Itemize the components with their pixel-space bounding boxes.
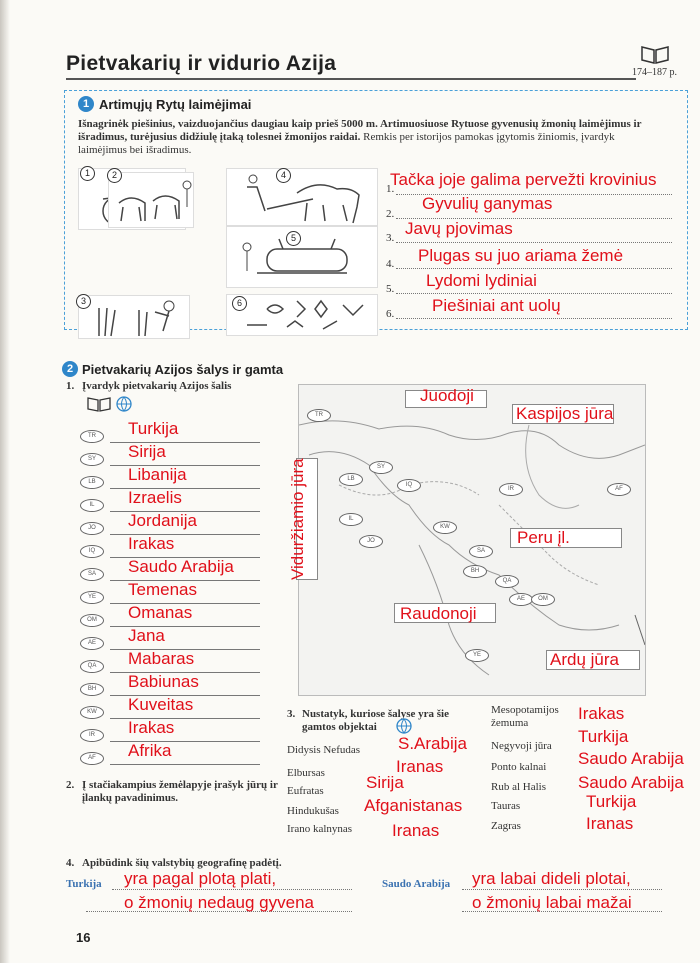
handwritten-object-answer[interactable]: Iranas [396,757,444,776]
map-code: QA [495,575,519,588]
natural-object: Negyvoji jūra [491,740,552,752]
handwritten-answer[interactable]: Lydomi lydiniai [426,271,537,290]
task1-label: Įvardyk pietvakarių Azijos šalis [82,380,232,392]
country-code: BH [80,683,104,696]
title-underline [66,78,636,80]
picture-plough [226,168,378,226]
task1-number: 1. [66,380,75,392]
answer-number: 4. [386,258,395,270]
handwritten-country[interactable]: Turkija [128,419,179,438]
task4-label: Apibūdink šių valstybių geografinę padėtį. [82,857,282,869]
country-code: AE [80,637,104,650]
answer-line [396,241,672,243]
handwritten-country[interactable]: Irakas [128,534,175,553]
natural-object: Zagras [491,820,521,832]
page-title: Pietvakarių ir vidurio Azija [66,52,337,75]
map-code: JO [359,535,383,548]
natural-object: Tauras [491,800,521,812]
natural-object: Mesopotamijos žemuma [491,704,559,729]
handwritten-map-label[interactable]: Ardų jūra [550,650,619,669]
handwritten-country[interactable]: Jordanija [128,511,197,530]
handwritten-object-answer[interactable]: Iranas [392,821,440,840]
handwritten-answer[interactable]: Tačka joje galima pervežti krovinius [390,170,657,189]
handwritten-country[interactable]: Jana [128,626,165,645]
handwritten-country[interactable]: Temenas [128,580,197,599]
country-code: JO [80,522,104,535]
handwritten-map-label[interactable]: Peru įl. [517,528,570,547]
handwritten-map-label[interactable]: Juodoji [420,386,474,405]
turkey-label: Turkija [66,878,102,890]
map-code: AF [607,483,631,496]
handwritten-map-label[interactable]: Viduržiamio jūra [288,458,307,580]
handwritten-object-answer[interactable]: Turkija [578,727,629,746]
answer-number: 6. [386,308,395,320]
picture-smelting [226,226,378,288]
handwritten-turkey-answer[interactable]: o žmonių nedaug gyvena [124,893,314,912]
handwritten-country[interactable]: Afrika [128,741,172,760]
map-code: SA [469,545,493,558]
handwritten-map-label[interactable]: Raudonoji [400,604,477,623]
handwritten-country[interactable]: Kuveitas [128,695,194,714]
map-code: AE [509,593,533,606]
map-code: IQ [397,479,421,492]
handwritten-object-answer[interactable]: Irakas [578,704,625,723]
page-binding-shadow [0,0,10,963]
handwritten-country[interactable]: Omanas [128,603,193,622]
country-code: LB [80,476,104,489]
handwritten-turkey-answer[interactable]: yra pagal plotą plati, [124,869,277,888]
map-code: OM [531,593,555,606]
saudi-label: Saudo Arabija [382,878,451,890]
answer-number: 5. [386,283,395,295]
handwritten-object-answer[interactable]: Saudo Arabija [578,773,684,792]
country-code: SA [80,568,104,581]
map-code: LB [339,473,363,486]
handwritten-answer[interactable]: Piešiniai ant uolų [432,296,561,315]
country-code: TR [80,430,104,443]
handwritten-answer[interactable]: Plugas su juo ariama žemė [418,246,624,265]
picture-number: 1 [80,166,95,181]
country-code: IL [80,499,104,512]
handwritten-country[interactable]: Mabaras [128,649,195,668]
country-code: QA [80,660,104,673]
section1-title: Artimųjų Rytų laimėjimai [99,97,252,112]
task4-number: 4. [66,857,75,869]
map-code: IR [499,483,523,496]
handwritten-object-answer[interactable]: Afganistanas [364,796,463,815]
answer-line [396,267,672,269]
task2-label: Į stačiakampius žemėlapyje įrašyk jūrų ir įlankų pavadinimus. [82,779,278,804]
country-code: YE [80,591,104,604]
country-code: IQ [80,545,104,558]
map-code: TR [307,409,331,422]
handwritten-country[interactable]: Libanija [128,465,187,484]
country-code: OM [80,614,104,627]
page-number: 16 [76,930,91,945]
picture-number: 4 [276,168,291,183]
handwritten-country[interactable]: Irakas [128,718,175,737]
answer-line [110,763,260,765]
answer-line [112,888,352,890]
answer-number: 3. [386,232,395,244]
picture-number: 6 [232,296,247,311]
handwritten-saudi-answer[interactable]: yra labai dideli plotai, [472,869,631,888]
natural-object: Ponto kalnai [491,761,547,773]
handwritten-country[interactable]: Babiunas [128,672,199,691]
picture-number: 5 [286,231,301,246]
map-code: BH [463,565,487,578]
handwritten-object-answer[interactable]: Saudo Arabija [578,749,684,768]
answer-number: 1. [386,183,395,195]
natural-object: Hindukušas [287,805,339,817]
handwritten-object-answer[interactable]: Turkija [586,792,637,811]
section2-number: 2 [62,361,78,377]
picture-number: 3 [76,294,91,309]
country-code: IR [80,729,104,742]
handwritten-object-answer[interactable]: S.Arabija [398,734,467,753]
answer-line [462,888,662,890]
handwritten-saudi-answer[interactable]: o žmonių labai mažai [472,893,632,912]
answer-line [396,317,672,319]
book-icon [86,396,112,417]
section1-number: 1 [78,96,94,112]
natural-object: Eufratas [287,785,324,797]
handwritten-answer[interactable]: Gyvulių ganymas [422,194,553,213]
section2-title: Pietvakarių Azijos šalys ir gamta [82,362,284,377]
answer-line [396,292,672,294]
book-icon [640,44,670,64]
picture-herding [108,172,194,228]
handwritten-map-label[interactable]: Kaspijos jūra [516,404,614,423]
natural-object: Rub al Halis [491,781,546,793]
task3-label: Nustatyk, kuriose šalyse yra šie gamtos objektai [302,708,449,733]
handwritten-country[interactable]: Saudo Arabija [128,557,234,576]
natural-object: Elbursas [287,767,325,779]
globe-icon [116,396,132,417]
page-reference: 174–187 p. [632,67,677,78]
map-code: KW [433,521,457,534]
map-code: SY [369,461,393,474]
handwritten-country[interactable]: Izraelis [128,488,182,507]
country-code: KW [80,706,104,719]
answer-number: 2. [386,208,395,220]
handwritten-answer[interactable]: Javų pjovimas [405,219,513,238]
instruction-bold: Išnagrinėk piešinius, vaizduojančius daugiau kaip prieš 5000 m. Artimuosiuose Rytuose gyvenusių žmonių laimėjimus ir išradimus, turėjusius didžiulę įtaką tolesnei žmonijos raidai. [78,118,642,143]
instruction-regular: Remkis per istorijos pamokas įgytomis žiniomis, įvardyk laimėjimus bei išradimus. [78,131,615,156]
picture-harvest [78,295,190,339]
handwritten-object-answer[interactable]: Iranas [586,814,634,833]
country-code: AF [80,752,104,765]
section1-instruction [78,118,658,157]
natural-object: Irano kalnynas [287,823,353,835]
picture-petroglyphs [226,294,378,336]
map-code: IL [339,513,363,526]
handwritten-country[interactable]: Sirija [128,442,166,461]
task2-number: 2. [66,779,75,791]
handwritten-object-answer[interactable]: Sirija [366,773,404,792]
task3-number: 3. [287,708,296,720]
map-code: YE [465,649,489,662]
country-code: SY [80,453,104,466]
natural-object: Didysis Nefudas [287,744,361,756]
picture-number: 2 [107,168,122,183]
